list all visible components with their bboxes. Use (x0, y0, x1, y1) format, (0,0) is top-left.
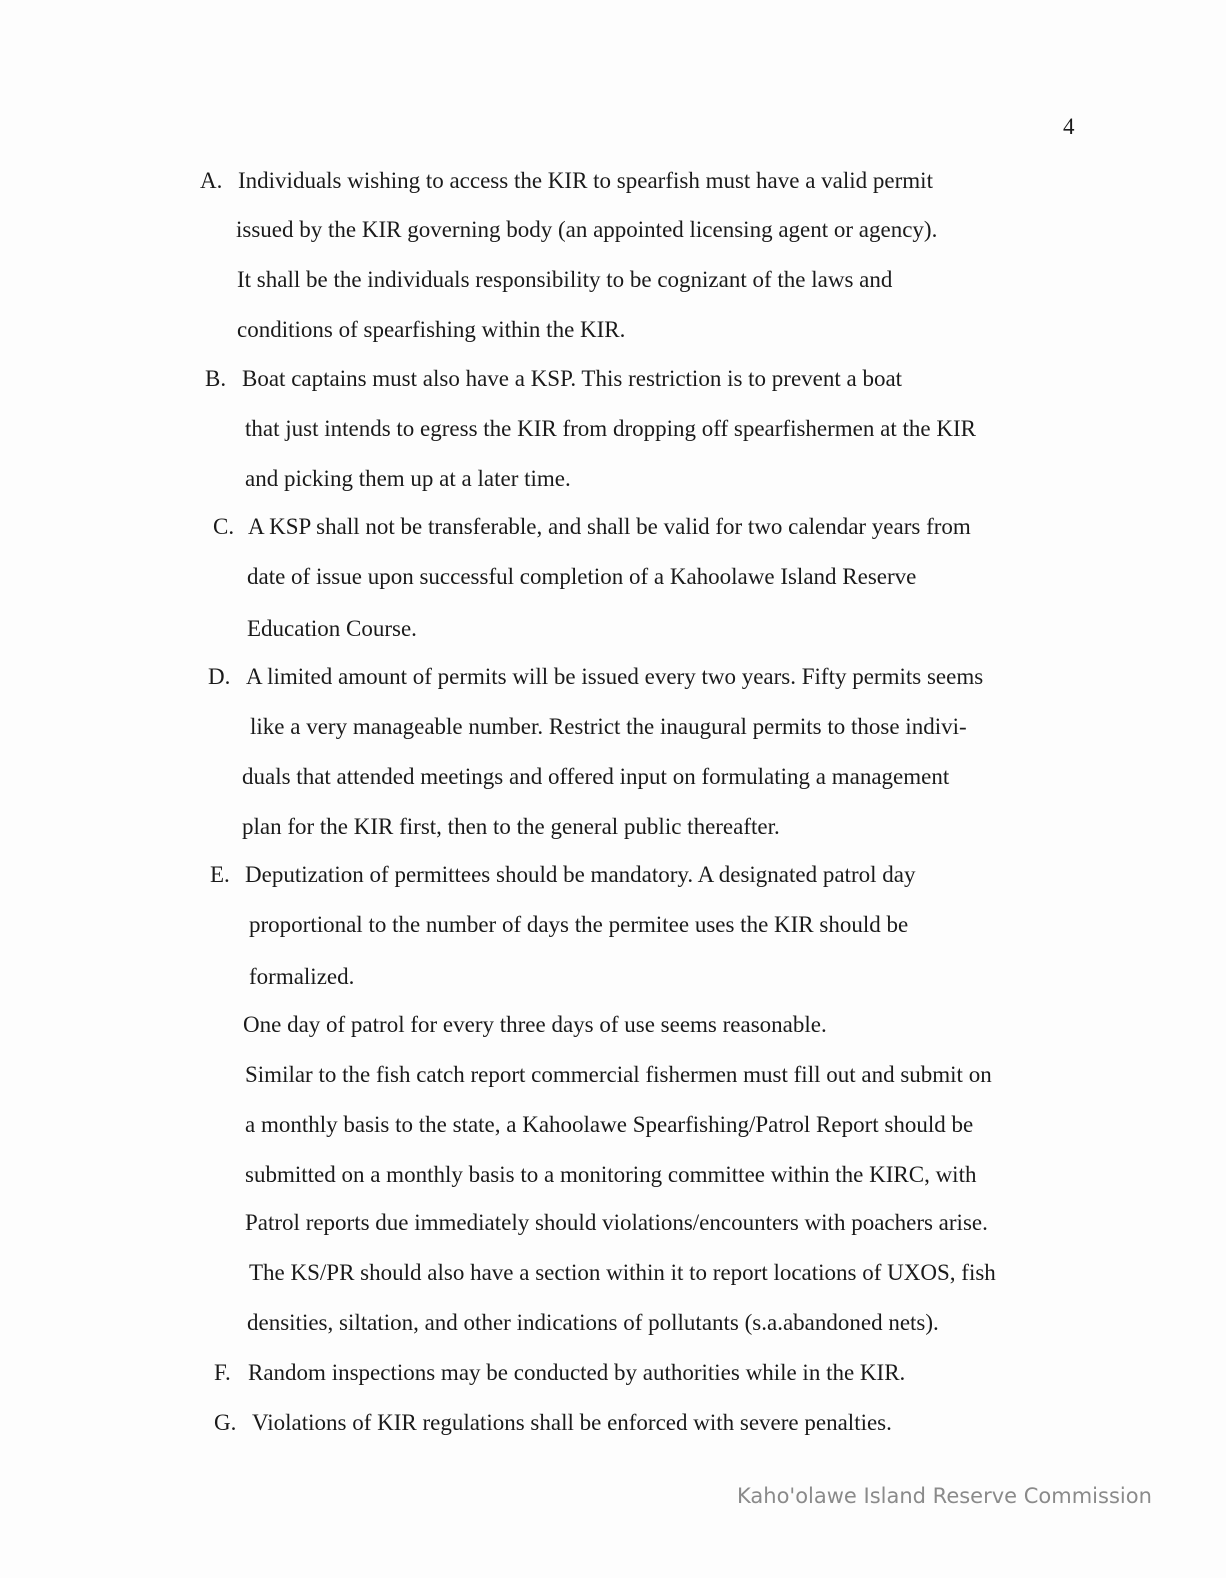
item-e-line: Deputization of permittees should be mandatory. A designated patrol day (245, 862, 916, 887)
item-e-line: Similar to the fish catch report commercial fishermen must fill out and submit on (245, 1062, 992, 1087)
item-label-d: D. (208, 664, 231, 689)
item-e-line: One day of patrol for every three days of use seems reasonable. (243, 1012, 827, 1037)
item-g-line: Violations of KIR regulations shall be enforced with severe penalties. (252, 1410, 892, 1435)
item-e-line: proportional to the number of days the permitee uses the KIR should be (249, 912, 909, 937)
item-a-line: issued by the KIR governing body (an appointed licensing agent or agency). (236, 217, 938, 242)
item-d-line: plan for the KIR first, then to the general public thereafter. (242, 814, 780, 839)
item-label-c: C. (213, 514, 235, 539)
item-a-line: Individuals wishing to access the KIR to spearfish must have a valid permit (238, 168, 933, 193)
item-d-line: duals that attended meetings and offered input on formulating a management (242, 764, 950, 789)
item-c-line: Education Course. (247, 616, 417, 641)
item-e-line: formalized. (249, 964, 355, 989)
item-b-line: Boat captains must also have a KSP. This restriction is to prevent a boat (242, 366, 903, 391)
item-a-line: conditions of spearfishing within the KIR. (237, 317, 626, 342)
item-label-g: G. (214, 1410, 237, 1435)
item-label-b: B. (205, 366, 227, 391)
item-label-e: E. (210, 862, 230, 887)
item-c-line: date of issue upon successful completion of a Kahoolawe Island Reserve (247, 564, 917, 589)
item-e-line: Patrol reports due immediately should violations/encounters with poachers arise. (245, 1210, 988, 1235)
item-e-line: The KS/PR should also have a section within it to report locations of UXOS, fish (249, 1260, 996, 1285)
item-label-a: A. (200, 168, 223, 193)
item-b-line: and picking them up at a later time. (245, 466, 571, 491)
item-e-line: submitted on a monthly basis to a monitoring committee within the KIRC, with (245, 1162, 977, 1187)
item-c-line: A KSP shall not be transferable, and shall be valid for two calendar years from (248, 514, 971, 539)
item-b-line: that just intends to egress the KIR from dropping off spearfishermen at the KIR (245, 416, 976, 441)
item-d-line: like a very manageable number. Restrict the inaugural permits to those indivi- (250, 714, 967, 739)
item-e-line: a monthly basis to the state, a Kahoolawe Spearfishing/Patrol Report should be (245, 1112, 974, 1137)
item-e-line: densities, siltation, and other indications of pollutants (s.a.abandoned nets). (247, 1310, 939, 1335)
item-label-f: F. (214, 1360, 231, 1385)
item-a-line: It shall be the individuals responsibility to be cognizant of the laws and (237, 267, 893, 292)
footer-watermark: Kaho'olawe Island Reserve Commission (737, 1484, 1152, 1508)
page-number: 4 (1063, 114, 1075, 139)
item-d-line: A limited amount of permits will be issued every two years. Fifty permits seems (246, 664, 984, 689)
item-f-line: Random inspections may be conducted by authorities while in the KIR. (248, 1360, 906, 1385)
